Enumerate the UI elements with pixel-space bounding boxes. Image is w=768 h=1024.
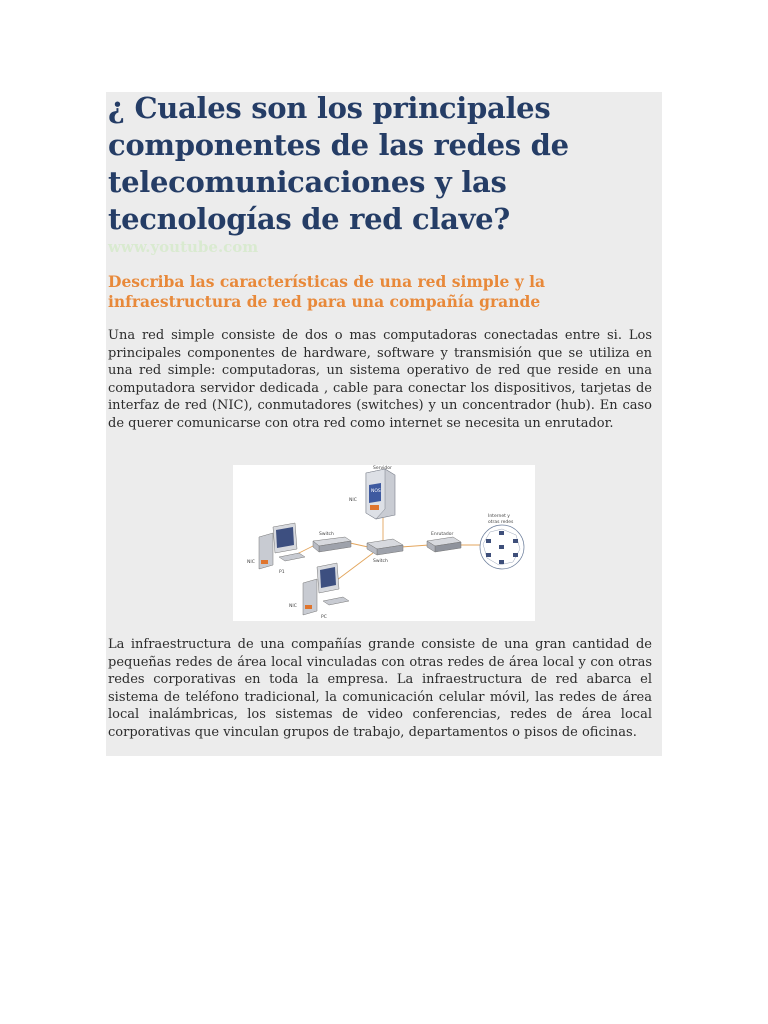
source-link[interactable]: www.youtube.com <box>108 238 259 256</box>
computer-icon-p1 <box>259 523 305 569</box>
left-switch-label: Switch <box>319 532 334 537</box>
pc2-nic-label: NIC <box>289 604 297 609</box>
p1-label: P1 <box>279 570 285 575</box>
router-icon <box>427 537 461 552</box>
server-nic-label: NIC <box>349 498 357 503</box>
pc-label: PC <box>321 615 327 620</box>
pc1-nic-label: NIC <box>247 560 255 565</box>
section-subtitle: Describa las características de una red simple y la infraestructura de red para una compañía grande <box>108 272 546 311</box>
server-label: Servidor <box>373 466 392 471</box>
paragraph-large-company: La infraestructura de una compañías grande consiste de una gran cantidad de pequeñas redes de área local vinculadas con otras redes de área local y con otras redes corporativas en toda la empresa. La infraestructura de red abarca el sistema de teléfono tradicional, la comunicación celular móvil, las redes de área local inalámbricas, los sistemas de video conferencias, redes de área local corporativas que vinculan grupos de trabajo, departamentos o pisos de oficinas. <box>108 637 652 740</box>
server-icon <box>366 469 395 519</box>
small-switch-icon <box>313 537 351 552</box>
nos-label: NOS <box>371 489 381 494</box>
computer-icon-pc <box>303 563 349 615</box>
switch-icon <box>367 539 403 555</box>
switch-label: Switch <box>373 559 388 564</box>
network-diagram <box>233 465 535 621</box>
paragraph-simple-network: Una red simple consiste de dos o mas computadoras conectadas entre si. Los principales componentes de hardware, software y transmisión que se utiliza en una red simple: computadoras, un sistema operativo de red que reside en una computadora servidor dedicada , cable para conectar los dispositivos, tarjetas de interfaz de red (NIC), conmutadores (switches) y un concentrador (hub). En caso de querer comunicarse con otra red como internet se necesita un enrutador. <box>108 328 652 431</box>
network-diagram-svg <box>233 465 535 621</box>
page-title: ¿ Cuales son los principales componentes de las redes de telecomunicaciones y las tecnologías de red clave? <box>108 91 569 236</box>
internet-label-line1: Internet y <box>488 514 510 519</box>
internet-label-line2: otras redes <box>488 520 514 525</box>
internet-cloud-icon <box>480 525 524 569</box>
router-label: Enrutador <box>431 532 454 537</box>
